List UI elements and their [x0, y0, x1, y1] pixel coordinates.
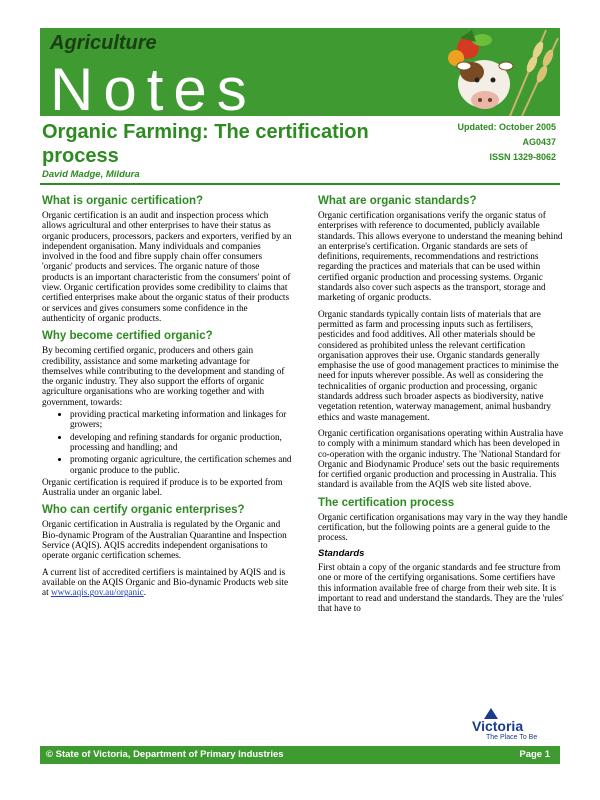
bullet-list [42, 409, 292, 475]
list-item: • providing practical marketing information and linkages for growers; [70, 409, 292, 430]
logo-tagline: The Place To Be [486, 734, 538, 741]
copyright: © State of Victoria, Department of Primary Industries [46, 749, 284, 760]
paragraph: First obtain a copy of the organic standards and fee structure from one or more of the certifying organisations. Some certifiers have this information available free of charge from their web site. It is important to read and understand the standards. They are the 'rules' that have to [318, 561, 564, 614]
paragraph: By becoming certified organic, producers and others gain credibility, assistance and some marketing advantage for themselves while contributing to the development and standing of the organic industry. They also support the efforts of organic agriculture organisations who are working together and with government, towards: [42, 345, 285, 407]
updated-date: Updated: October 2005 [457, 122, 556, 132]
section-heading-standards: What are organic standards? [318, 195, 477, 207]
section-heading-why: Why become certified organic? [42, 330, 213, 343]
page-number: Page 1 [519, 749, 550, 760]
masthead-banner [40, 28, 560, 116]
section-heading-who: Who can certify organic enterprises? [42, 504, 245, 517]
paragraph: Organic certification in Australia is regulated by the Organic and Bio-dynamic Program of the Australian Quarantine and Inspection Service (AQIS). AQIS accredits independent organisations to operate organic certification schemes. [42, 519, 287, 561]
victoria-logo [472, 708, 552, 742]
publication-meta [457, 120, 556, 165]
author-line: David Madge, Mildura [42, 169, 140, 180]
paragraph: Organic standards typically contain lists of materials that are permitted as farm and processing inputs such as fertilisers, pesticides and food additives. All other materials should be considered as prohibited unless the relevant certification organisation approves their use. Organic standards generally emphasise the use of good management practices to minimise the need for inputs wherever possible. As well as considering the technicalities of organic production and processing, organic standards address such broader aspects as biodiversity, native vegetation retention, waterway management, animal husbandry ethics and waste management. [318, 308, 559, 422]
issn: ISSN 1329-8062 [489, 152, 556, 162]
aqis-organic-link[interactable]: www.aqis.gov.au/organic [50, 587, 144, 598]
doc-code: AG0437 [522, 137, 556, 147]
list-item: • developing and refining standards for organic production, processing and handling; and [70, 432, 292, 453]
paragraph: Organic certification organisations verify the organic status of enterprises with reference to documented, publicly available standards. This allows everyone to understand the meaning behind an enterprise's certification. Organic standards are sets of definitions, requirements, recommendations and restrictions regarding the practices and materials that can be used within certified organic production and processing systems. Organic standards also cover such aspects as the transport, storage and marketing of organic products. [318, 210, 563, 303]
wheat-icon [510, 30, 558, 116]
right-column [318, 194, 568, 619]
farm-illustration [360, 28, 560, 116]
footer-bar [40, 746, 560, 764]
paragraph-with-link [42, 567, 292, 598]
cow-icon [457, 60, 513, 109]
left-column [42, 194, 292, 604]
brand-title: Notes [50, 56, 257, 116]
page-title: Organic Farming: The certification process [42, 121, 369, 167]
subheading-standards: Standards [318, 547, 365, 559]
paragraph: Organic certification organisations may vary in the way they handle certification, but the following points are a general guide to the process. [318, 511, 568, 543]
punctuation: . [143, 587, 147, 598]
section-heading-process: The certification process [318, 496, 455, 509]
paragraph: Organic certification is an audit and inspection process which allows agricultural and other enterprises to have their status as organic producers, processors, packers and exporters, verified by an independent organisation. Many individuals and companies involved in the food and fibre supply chain offer consumers 'organic' products and services. The organic nature of those products is an important characteristic from the consumers' point of view. Organic certification provides some credibility to claims that certified enterprises make about the organic status of their products or services and gives consumers some confidence in the authenticity of organic products. [42, 210, 292, 323]
logo-name: Victoria [472, 718, 524, 734]
paragraph: Organic certification is required if produce is to be exported from Australia under an organic label. [42, 476, 283, 498]
list-item: • promoting organic agriculture, the certification schemes and organic produce to the public. [70, 454, 292, 475]
header-divider [40, 183, 560, 185]
paragraph-text: A current list of accredited certifiers is maintained by AQIS and is available on the AQIS Organic and Bio-dynamic Products web site at [42, 566, 289, 598]
series-label: Agriculture [50, 32, 157, 54]
section-heading-what-is: What is organic certification? [42, 195, 204, 207]
paragraph: Organic certification organisations operating within Australia have to comply with a minimum standard which has been developed in co-operation with the organic industry. The 'National Standard for Organic and Biodynamic Produce' sets out the basic requirements for certified organic production and processing in Australia. This standard is available from the AQIS web site listed above. [318, 427, 564, 490]
